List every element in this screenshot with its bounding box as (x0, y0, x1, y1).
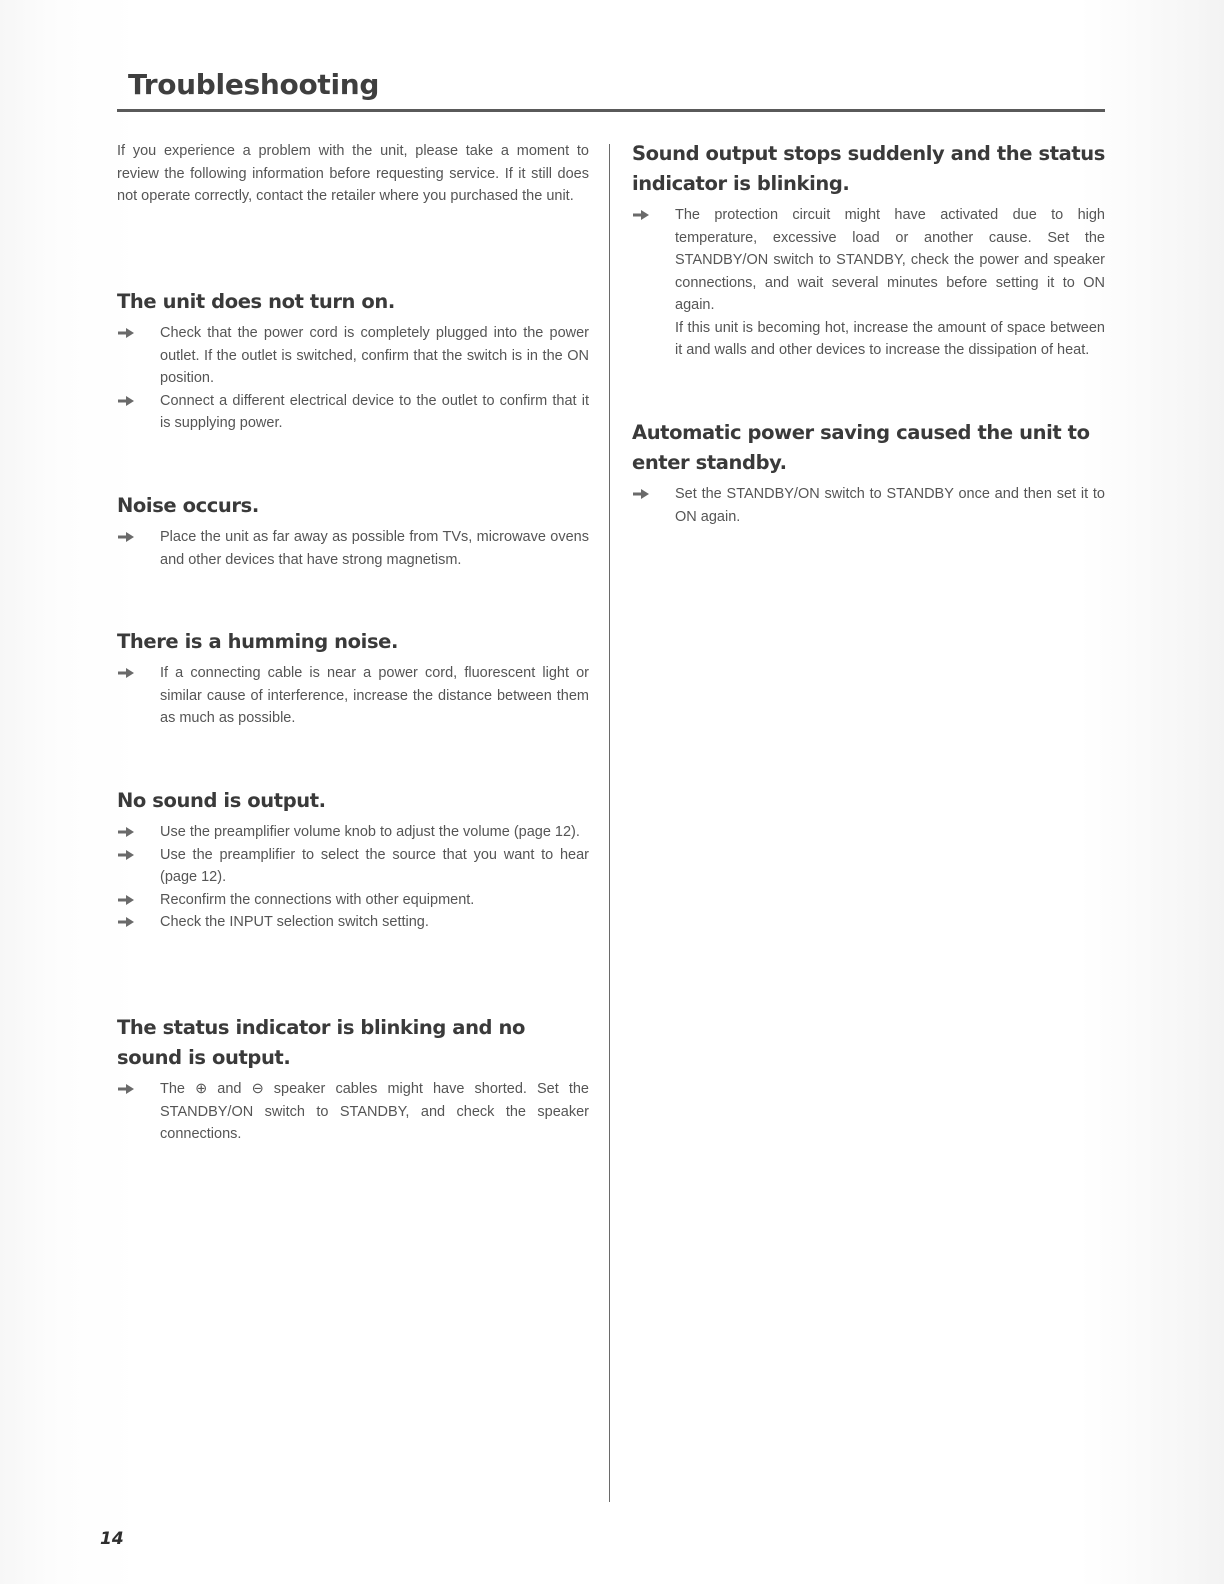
bullet-text: Set the STANDBY/ON switch to STANDBY once and then set it to ON again. (675, 486, 1105, 525)
section-heading: The unit does not turn on. (117, 290, 395, 313)
column-divider (609, 144, 610, 1502)
arrow-icon (117, 662, 160, 685)
bullet-text: The ⊕ and ⊖ speaker cables might have shorted. Set the STANDBY/ON switch to STANDBY, and check the speaker connections. (160, 1081, 589, 1142)
bullet-text: The protection circuit might have activated due to high temperature, excessive load or another cause. Set the STANDBY/ON switch to STANDBY, check the power and speaker connections, and wait several minutes before setting it to ON again. (675, 207, 1105, 313)
section-status-blinking-no-sound (117, 1013, 589, 1146)
bullet-text: Use the preamplifier to select the source that you want to hear (page 12). (160, 846, 589, 885)
section-heading: The status indicator is blinking and no sound is output. (117, 1016, 525, 1069)
bullet-item (117, 322, 589, 390)
arrow-icon (117, 1078, 160, 1101)
section-unit-does-not-turn-on (117, 287, 589, 435)
bullet-item (117, 526, 589, 571)
bullet-item (632, 483, 1105, 528)
bullet-text: Connect a different electrical device to the outlet to confirm that it is supplying power. (160, 392, 589, 431)
bullet-item (117, 1078, 589, 1146)
bullet-text: Check that the power cord is completely plugged into the power outlet. If the outlet is switched, confirm that the switch is in the ON position. (160, 325, 589, 386)
arrow-icon (117, 889, 160, 912)
bullet-item (117, 844, 589, 889)
arrow-icon (117, 911, 160, 934)
arrow-icon (632, 483, 675, 506)
bullet-item (632, 204, 1105, 317)
bullet-item (117, 911, 589, 934)
page-number: 14 (100, 1529, 124, 1549)
arrow-icon (117, 390, 160, 413)
arrow-icon (117, 526, 160, 549)
bullet-text: Reconfirm the connections with other equipment. (160, 891, 475, 908)
additional-note: If this unit is becoming hot, increase the amount of space between it and walls and other devices to increase the dissipation of heat. (675, 319, 1105, 358)
bullet-text: If a connecting cable is near a power cord, fluorescent light or similar cause of interference, increase the distance between them as much as possible. (160, 665, 589, 726)
section-heading: Automatic power saving caused the unit to enter standby. (632, 421, 1090, 474)
bullet-item (117, 662, 589, 730)
arrow-icon (117, 821, 160, 844)
bullet-text: Use the preamplifier volume knob to adjust the volume (page 12). (160, 824, 580, 840)
section-noise-occurs (117, 491, 589, 571)
arrow-icon (117, 844, 160, 867)
bullet-item (117, 390, 589, 435)
section-auto-power-saving (632, 418, 1105, 528)
bullet-text: Place the unit as far away as possible from TVs, microwave ovens and other devices that have strong magnetism. (160, 529, 589, 568)
title-rule (117, 109, 1105, 112)
intro-paragraph: If you experience a problem with the unit, please take a moment to review the following information before requesting service. If it still does not operate correctly, contact the retailer where you purchased the unit. (117, 143, 589, 204)
bullet-text: Check the INPUT selection switch setting. (160, 914, 429, 930)
section-no-sound-output (117, 786, 589, 934)
bullet-item (117, 889, 589, 912)
section-heading: Sound output stops suddenly and the status indicator is blinking. (632, 142, 1105, 195)
section-humming-noise (117, 627, 589, 730)
bullet-item (117, 821, 589, 844)
arrow-icon (632, 204, 675, 227)
section-heading: No sound is output. (117, 789, 326, 812)
section-heading: Noise occurs. (117, 494, 259, 517)
page-title: Troubleshooting (128, 68, 380, 101)
section-sound-stops-suddenly (632, 139, 1105, 362)
arrow-icon (117, 322, 160, 345)
section-heading: There is a humming noise. (117, 630, 398, 653)
